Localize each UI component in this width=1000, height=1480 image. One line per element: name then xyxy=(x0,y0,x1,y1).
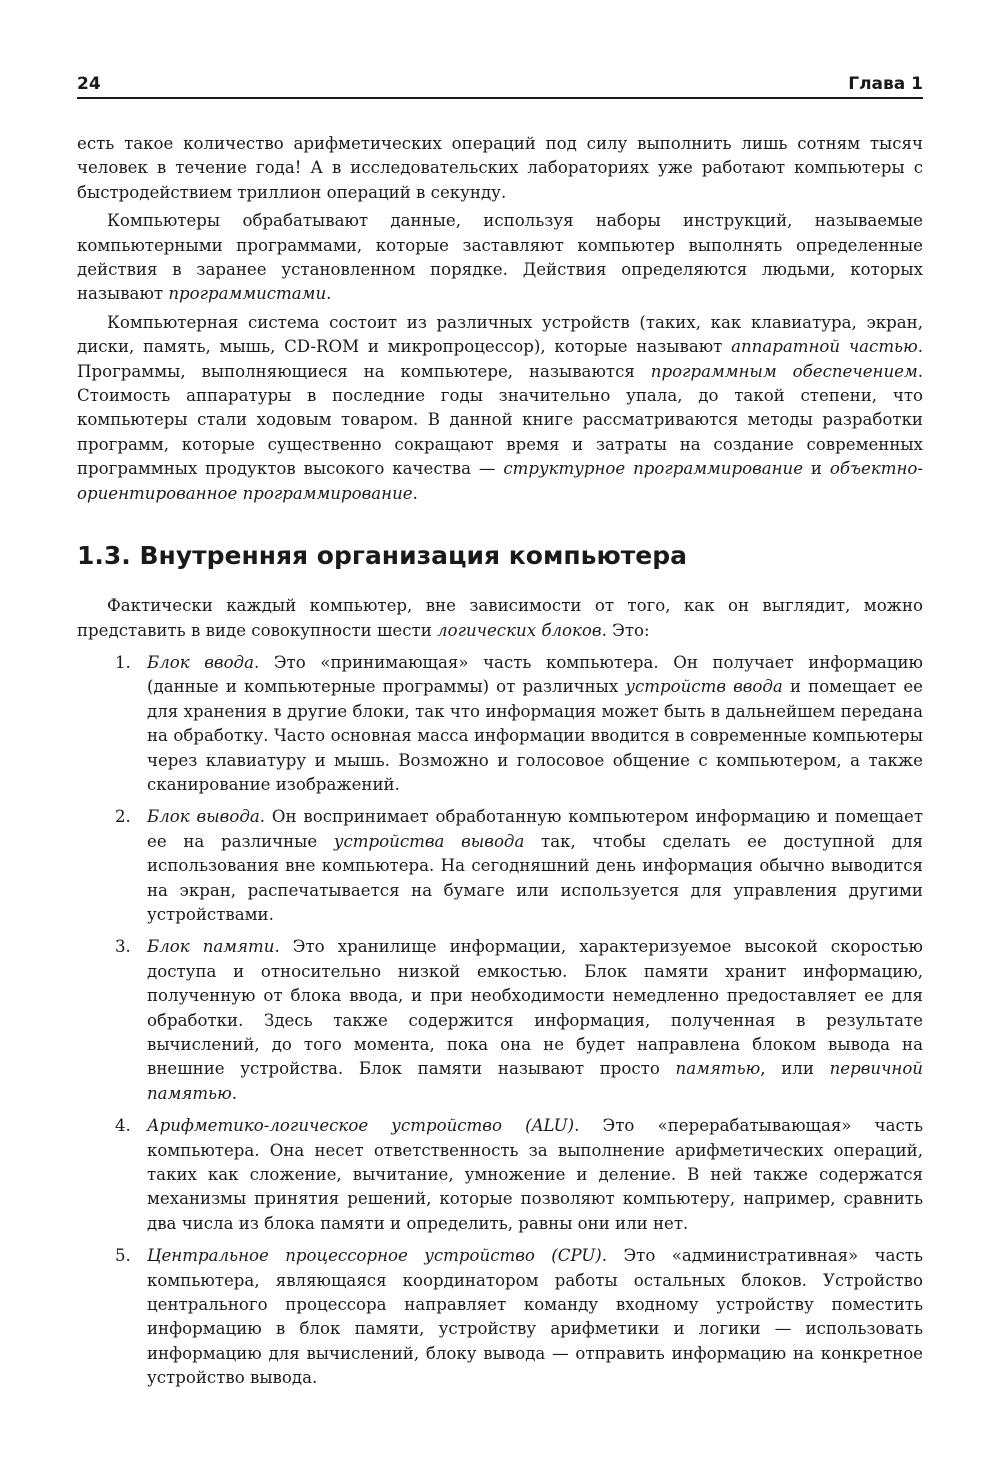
intro-paragraph-2: Компьютеры обрабатывают данные, используя наборы инструкций, называемые компьютерными программами, которые заставляют компьютер выполнять определенные действия в заранее установленном порядке. Действия определяются людьми, которых называют программистами. xyxy=(77,211,923,304)
list-item-term: Центральное процессорное устройство (CPU) xyxy=(147,1246,602,1266)
list-item: 4. Арифметико-логическое устройство (ALU). Это «перерабатывающая» часть компьютера. Она несет ответственность за выполнение арифметических операций, таких как сложение, вычитание, умножение и деление. В ней также содержатся механизмы принятия решений, которые позволяют компьютеру, например, сравнить два числа из блока памяти и определить, равны они или нет. xyxy=(115,1116,923,1233)
list-item-term: Блок ввода xyxy=(147,652,254,672)
term-logical-blocks: логических блоков xyxy=(437,620,602,640)
section-lead-paragraph: Фактически каждый компьютер, вне зависимости от того, как он выглядит, можно представить в виде совокупности шести логических блоков. Это: xyxy=(77,596,923,640)
list-item-number: 2. xyxy=(115,807,131,827)
list-item: 5. Центральное процессорное устройство (CPU). Это «административная» часть компьютера, являющаяся координатором работы остальных блоков. Устройство центрального процессора направляет команду входному устройству поместить информацию в блок памяти, устройству арифметики и логики — использовать информацию для вычислений, блоку вывода — отправить информацию на конкретное устройство вывода. xyxy=(115,1246,923,1388)
section-heading: 1.3. Внутренняя организация компьютера xyxy=(77,541,687,571)
list-item-term: Блок памяти xyxy=(147,937,275,957)
list-item: 1. Блок ввода. Это «принимающая» часть компьютера. Он получает информацию (данные и компьютерные программы) от различных устройств ввода и помещает ее для хранения в другие блоки, так что информация может быть в дальнейшем передана на обработку. Часто основная масса информации вводится в современные компьютеры через клавиатуру и мышь. Возможно и голосовое общение с компьютером, а также сканирование изображений. xyxy=(115,652,923,794)
logical-blocks-list xyxy=(77,651,923,1391)
list-item-number: 5. xyxy=(115,1246,131,1266)
list-item: 2. Блок вывода. Он воспринимает обработанную компьютером информацию и помещает ее на различные устройства вывода так, чтобы сделать ее доступной для использования вне компьютера. На сегодняшний день информация обычно выводится на экран, распечатывается на бумаге или используется для управления другими устройствами. xyxy=(115,807,923,924)
list-item-term: Блок вывода xyxy=(147,807,260,827)
term-programmers: программистами xyxy=(168,284,327,304)
term-structured-programming: структурное программирование xyxy=(503,459,804,479)
intro-paragraph-3: Компьютерная система состоит из различных устройств (таких, как клавиатура, экран, диски, память, мышь, CD-ROM и микропроцессор), которые называют аппаратной частью. Программы, выполняющиеся на компьютере, называются программным обеспечением. Стоимость аппаратуры в последние годы значительно упала, до такой степени, что компьютеры стали ходовым товаром. В данной книге рассматриваются методы разработки программ, которые существенно сокращают время и затраты на создание современных программных продуктов высокого качества — структурное программирование и объектно-ориентированное программирование. xyxy=(77,312,923,503)
term-oop: объектно-ориентированное программирование xyxy=(77,459,923,503)
list-item-term: Арифметико-логическое устройство (ALU) xyxy=(147,1116,575,1136)
list-item-number: 3. xyxy=(115,937,131,957)
list-item-number: 1. xyxy=(115,652,131,672)
term-software: программным обеспечением xyxy=(650,361,918,381)
list-item: 3. Блок памяти. Это хранилище информации, характеризуемое высокой скоростью доступа и относительно низкой емкостью. Блок памяти хранит информацию, полученную от блока ввода, и при необходимости немедленно предоставляет ее для обработки. Здесь также содержится информация, полученная в результате вычислений, до того момента, пока она не будет направлена блоком вывода на внешние устройства. Блок памяти называют просто памятью, или первичной памятью. xyxy=(115,937,923,1103)
page-content xyxy=(77,132,923,1391)
running-head xyxy=(77,74,923,99)
term-hardware: аппаратной частью xyxy=(731,337,918,357)
intro-paragraph-1: есть такое количество арифметических операций под силу выполнить лишь сотням тысяч человек в течение года! А в исследовательских лабораториях уже работают компьютеры с быстродействием триллион операций в секунду. xyxy=(77,134,923,202)
chapter-label: Глава 1 xyxy=(848,74,923,94)
list-item-number: 4. xyxy=(115,1116,131,1136)
page-number: 24 xyxy=(77,74,101,94)
